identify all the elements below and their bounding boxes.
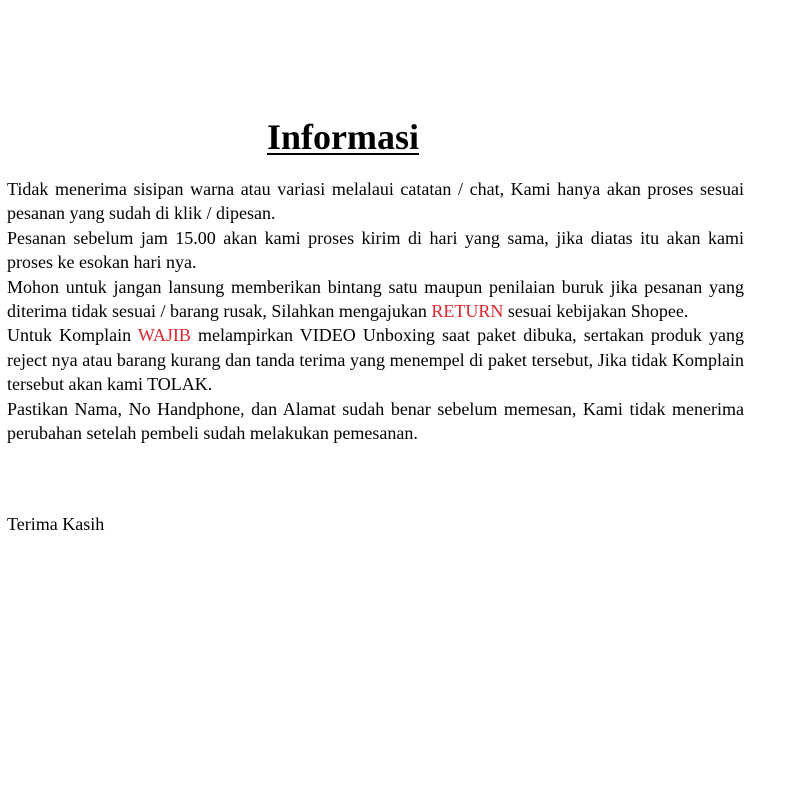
document-body <box>7 177 744 445</box>
paragraph-complaint-text-after: melampirkan VIDEO Unboxing saat paket dibuka, sertakan produk yang reject nya atau barang kurang dan tanda terima yang menempel di paket tersebut, Jika tidak Komplain tersebut akan kami TOLAK. <box>7 325 744 395</box>
document-title: Informasi <box>267 117 419 157</box>
return-highlight: RETURN <box>431 301 504 322</box>
wajib-highlight: WAJIB <box>137 325 191 346</box>
paragraph-no-variation-notes: Tidak menerima sisipan warna atau variasi melalaui catatan / chat, Kami hanya akan proses sesuai pesanan yang sudah di klik / dipesan. <box>7 179 744 224</box>
paragraph-complaint-video <box>7 323 744 396</box>
closing-text: Terima Kasih <box>7 514 105 534</box>
paragraph-rating-text-after: sesuai kebijakan Shopee. <box>503 301 689 322</box>
paragraph-shipping-cutoff: Pesanan sebelum jam 15.00 akan kami proses kirim di hari yang sama, jika diatas itu akan kami proses ke esokan hari nya. <box>7 227 744 273</box>
paragraph-complaint-text-before: Untuk Komplain <box>7 325 138 346</box>
paragraph-rating-text-before: Mohon untuk jangan lansung memberikan bintang satu maupun penilaian buruk jika pesanan yang diterima tidak sesuai / barang rusak, Silahkan mengajukan <box>7 276 744 322</box>
paragraph-address-confirmation: Pastikan Nama, No Handphone, dan Alamat sudah benar sebelum memesan, Kami tidak menerima perubahan setelah pembeli sudah melakukan pemesanan. <box>7 398 744 444</box>
paragraph-rating-return <box>7 275 744 324</box>
